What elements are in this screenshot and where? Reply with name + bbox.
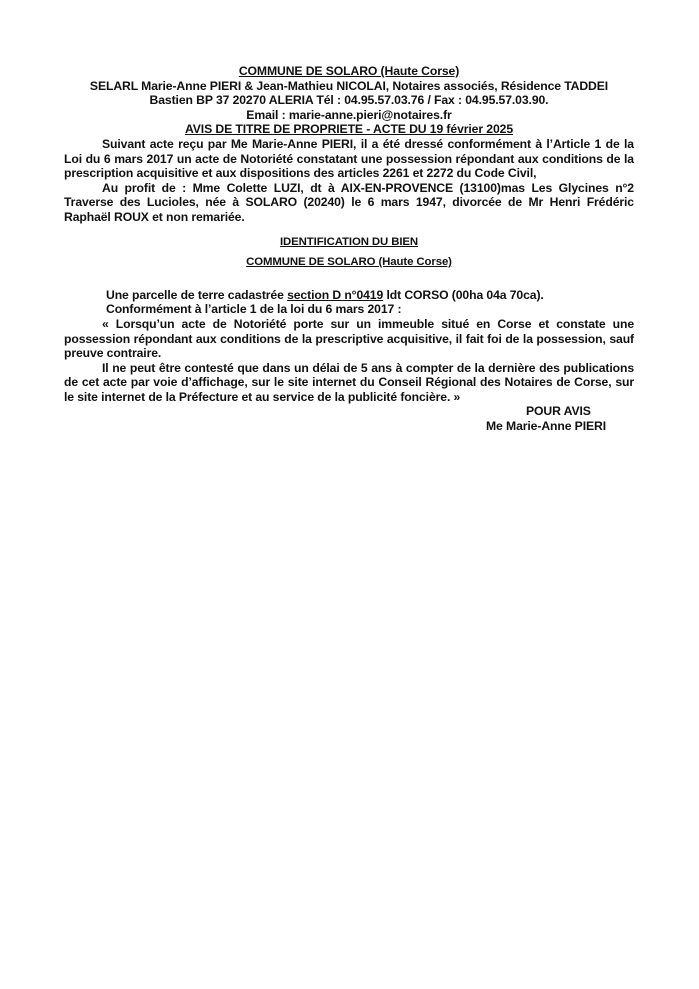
notice-title: AVIS DE TITRE DE PROPRIETE - ACTE DU 19 février 2025 xyxy=(184,122,513,137)
article-reference: Conformément à l’article 1 de la loi du 6 mars 2017 : xyxy=(106,302,402,317)
law-quote-paragraph-2: Il ne peut être contesté que dans un délai de 5 ans à compter de la dernière des publications de cet acte par voie d’affichage, sur le site internet du Conseil Régional des Notaires de Corse, sur le site internet de la Préfecture et au service de la publicité foncière. » xyxy=(64,360,634,404)
beneficiary-paragraph: Au profit de : Mme Colette LUZI, dt à AIX-EN-PROVENCE (13100)mas Les Glycines n°2 Traverse des Lucioles, née à SOLARO (20240) le 6 mars 1947, divorcée de Mr Henri Frédéric Raphaël ROUX et non remariée. xyxy=(64,180,634,224)
notary-email: Email : marie-anne.pieri@notaires.fr xyxy=(246,107,452,122)
identification-commune: COMMUNE DE SOLARO (Haute Corse) xyxy=(246,256,452,269)
commune-title: COMMUNE DE SOLARO (Haute Corse) xyxy=(238,64,460,78)
parcel-suffix: ldt CORSO (00ha 04a 70ca). xyxy=(383,287,544,302)
parcel-section: section D n°0419 xyxy=(287,287,384,302)
legal-notice-document xyxy=(64,64,634,434)
signatory-name: Me Marie-Anne PIERI xyxy=(486,419,606,434)
identification-heading: IDENTIFICATION DU BIEN xyxy=(279,235,419,248)
intro-paragraph: Suivant acte reçu par Me Marie-Anne PIERI, il a été dressé conformément à l’Article 1 de la Loi du 6 mars 2017 un acte de Notoriété constatant une possession répondant aux conditions de la prescription acquisitive et aux dispositions des articles 2261 et 2272 du Code Civil, xyxy=(64,136,634,181)
parcel-description xyxy=(64,288,634,303)
notary-office-line-2: Bastien BP 37 20270 ALERIA Tél : 04.95.57.03.76 / Fax : 04.95.57.03.90. xyxy=(149,93,549,108)
pour-avis-label: POUR AVIS xyxy=(526,404,591,419)
parcel-prefix: Une parcelle de terre cadastrée xyxy=(106,287,288,302)
notary-office-line-1: SELARL Marie-Anne PIERI & Jean-Mathieu NICOLAI, Notaires associés, Résidence TADDEI xyxy=(89,78,609,93)
law-quote-paragraph-1: « Lorsqu’un acte de Notoriété porte sur un immeuble situé en Corse et constate une possession répondant aux conditions de la prescriptive acquisitive, il fait foi de la possession, sauf preuve contraire. xyxy=(64,316,634,361)
